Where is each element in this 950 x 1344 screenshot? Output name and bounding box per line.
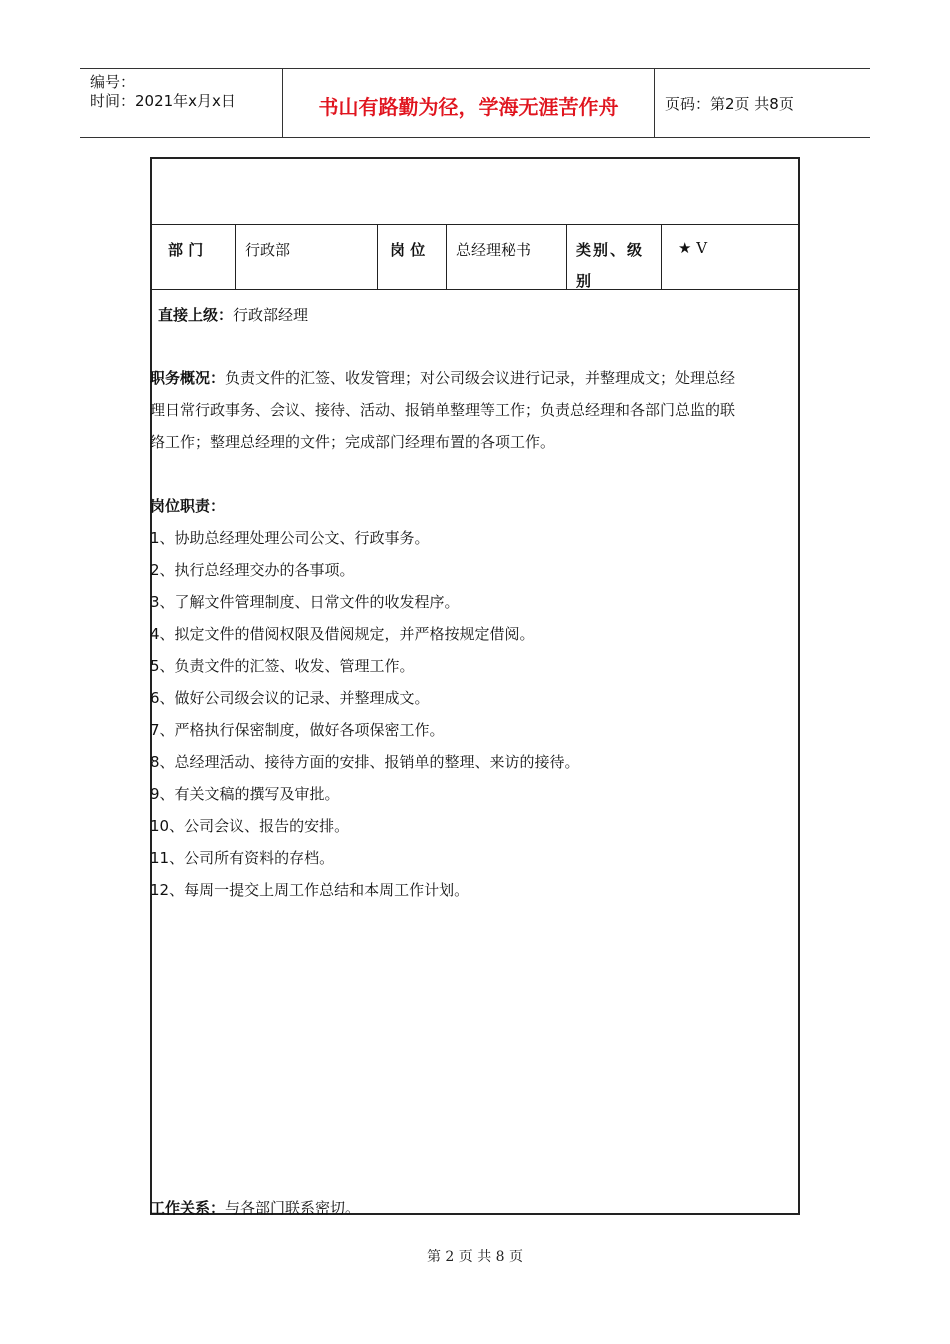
position-label: 岗 位 [390,241,426,259]
doc-number-label: 编号： [90,73,136,91]
grade-value: ★ Ⅴ [678,239,708,257]
duty-item: 6、做好公司级会议的记录、并整理成文。 [150,689,430,707]
table-col-divider [661,224,662,289]
document-header [80,68,870,138]
grade-label-cont: 别 [576,272,592,290]
work-relation-label: 工作关系： [150,1199,226,1217]
department-label: 部 门 [168,241,204,259]
position-value: 总经理秘书 [456,241,532,259]
duty-item: 4、拟定文件的借阅权限及借阅规定，并严格按规定借阅。 [150,625,535,643]
duty-item: 2、执行总经理交办的各事项。 [150,561,355,579]
duty-item: 5、负责文件的汇签、收发、管理工作。 [150,657,415,675]
header-divider [654,69,655,137]
work-relation-value: 与各部门联系密切。 [225,1199,361,1217]
direct-superior-label: 直接上级： [158,306,234,324]
table-col-divider [235,224,236,289]
table-col-divider [446,224,447,289]
duty-item: 10、公司会议、报告的安排。 [150,817,350,835]
duty-item: 1、协助总经理处理公司公文、行政事务。 [150,529,430,547]
job-summary-line: 络工作；整理总经理的文件；完成部门经理布置的各项工作。 [150,433,556,451]
table-col-divider [566,224,567,289]
duty-item: 9、有关文稿的撰写及审批。 [150,785,340,803]
duty-item: 12、每周一提交上周工作总结和本周工作计划。 [150,881,470,899]
page-footer: 第 2 页 共 8 页 [426,1249,524,1265]
header-page-number: 页码：第2页 共8页 [665,95,794,113]
duties-label: 岗位职责： [150,497,226,515]
job-summary [150,362,802,458]
doc-time-label: 时间：2021年x月x日 [90,92,236,110]
job-description-form [150,157,800,1215]
job-summary-label: 职务概况： [150,369,226,387]
grade-label: 类别、级 [576,241,645,259]
job-summary-line: 负责文件的汇签、收发管理；对公司级会议进行记录，并整理成文；处理总经 [225,369,736,387]
duty-item: 7、严格执行保密制度，做好各项保密工作。 [150,721,445,739]
duty-item: 11、公司所有资料的存档。 [150,849,335,867]
work-relation [150,1197,360,1218]
header-motto: 书山有路勤为径，学海无涯苦作舟 [318,95,619,119]
direct-superior-value: 行政部经理 [233,306,309,324]
duty-item: 3、了解文件管理制度、日常文件的收发程序。 [150,593,460,611]
duty-item: 8、总经理活动、接待方面的安排、报销单的整理、来访的接待。 [150,753,580,771]
department-value: 行政部 [245,241,291,259]
table-row-divider [152,289,798,290]
job-summary-line: 理日常行政事务、会议、接待、活动、报销单整理等工作；负责总经理和各部门总监的联 [150,401,736,419]
header-meta [90,73,236,111]
direct-superior [158,304,308,325]
table-col-divider [377,224,378,289]
table-row-divider [152,224,798,225]
